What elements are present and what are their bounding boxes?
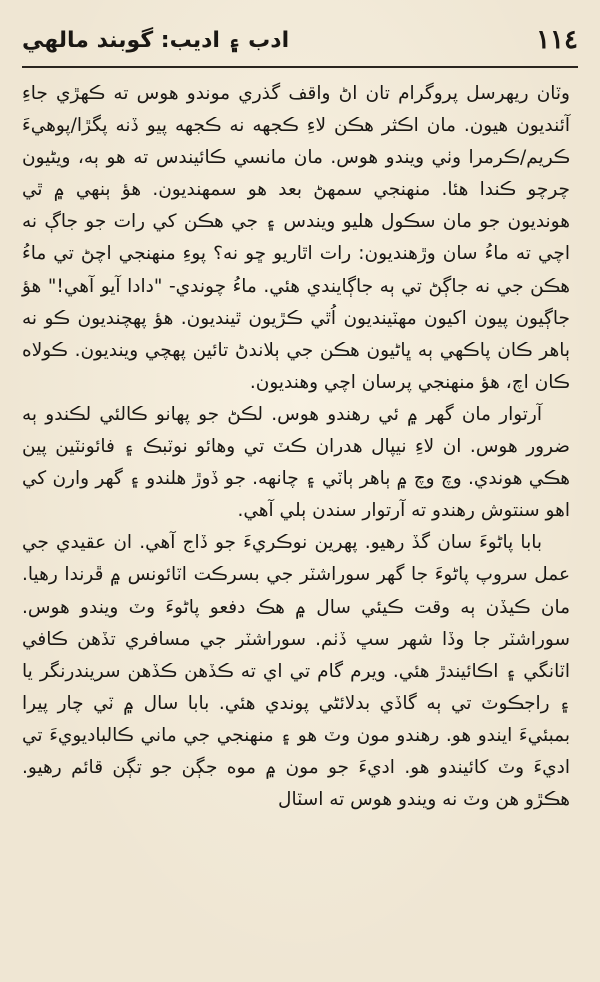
paragraph: وٽان ريهرسل پروگرام تان اڻ واقف گذري موندو هوس ته ڪهڙي جاءِ آئنديون هيون. مان اڪثر هڪن لاءِ ڪجهه نه ڪجهه پيو ڏنه پگڙا/پوهيءَ ڪريم/ڪرمرا وٺي ويندو هوس. مان مانسي ڪائيندس ته هو ٻه، ويڻيون چرچو ڪندا هئا. منهنجي سمهڻ بعد هو سمهنديون. هؤ ٻنهي ۾ ٿي هونديون جو مان سڪول هليو ويندس ۽ جي هڪن کي رات جو جاڳ نه اچي ته ماءُ سان وڙهنديون: رات اٿاريو ڇو نه؟ پوءِ منهنجي اچڻ تي ماءُ هڪن جي نه جاڳڻ تي ٻه جاڳايندي هئي. ماءُ چوندي- "دادا آيو آهي!" هؤ جاڳيون پيون اکيون مهٽينديون اُٿي ڪڙيون ٿينديون. هؤ پهچنديون ڪو نه ٻاهر ڪان پاڪهي ٻه ڀاڻيون هڪن جي ٻلاندڻ تائين پهچي وينديون. ڪولاه ڪان اچ، هؤ منهنجي پرسان اچي وهنديون. — [22, 83, 570, 393]
page-header — [22, 20, 578, 60]
header-rule — [22, 66, 578, 68]
body-text — [22, 78, 570, 816]
paragraph: آرتوار مان گهر ۾ ئي رهندو هوس. لڪڻ جو پهانو ڪالئي لڪندو ٻه ضرور هوس. ان لاءِ نيپال هدران ڪٽ تي وهائو نوٽبڪ ۽ فائونٽين پين هڪي هوندي. وچ وچ ۾ ٻاهر ٻاٽي ۽ چانهه. جو ڏوڙ هلندو ۽ گهر وارن کي اهو سنتوش رهندو ته آرتوار سندن ٻلي آهي. — [22, 403, 570, 522]
page-number: ١١٤ — [536, 25, 578, 55]
running-head: ادب ۽ اديب: گوبند مالهي — [22, 27, 290, 53]
paragraph: بابا پاڻوءَ سان گڏ رهيو. پهرين نوڪريءَ جو ڏاج آهي. ان عقيدي جي عمل سروپ پاڻوءَ جا گهر سوراشٽر جي بسرڪت اٽائونس ۾ ڦرندا رهيا. مان ڪيڏن ٻه وقت ڪيئي سال ۾ هڪ دفعو پاڻوءَ وٽ ويندو هوس. سوراشٽر جا وڏا شهر سڀ ڏٺم. سوراشٽر جي مسافري تڏهن ڪافي اٽانگي ۽ اڪائيندڙ هئي. ويرم گام تي اي ته ڪڏهن ڪڏهن سريندرنگر يا ۽ راجڪوٽ تي ٻه گاڏي بدلائڻي پوندي هئي. بابا سال ۾ ٽي چار پيرا بمبئيءَ ايندو هو. رهندو مون وٽ هو ۽ منهنجي جي ماني ڪالباديويءَ تي اديءَ وٽ کائيندو هو. اديءَ جو مون ۾ موه جڳن جو تڳن قائم رهيو. هڪڙو هن وٽ نه ويندو هوس ته اسٽال — [22, 532, 570, 811]
